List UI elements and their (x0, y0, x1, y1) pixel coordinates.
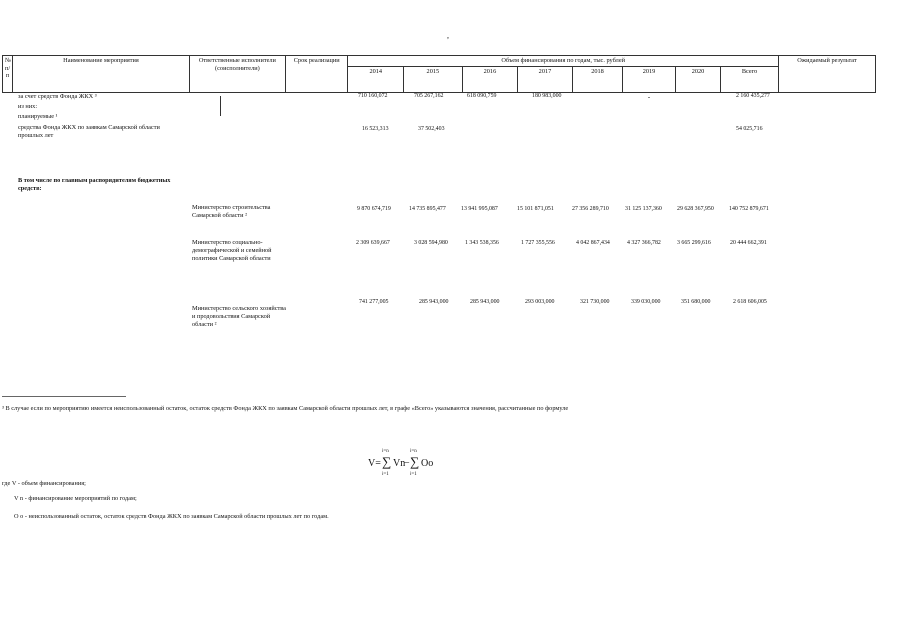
header-result: Ожидаемый результат (778, 56, 875, 93)
formula-minus: − (404, 458, 410, 469)
value-cell: 29 628 367,950 (677, 206, 714, 212)
formula-sum-top: i=n (410, 449, 417, 454)
header-year: 2019 (623, 66, 676, 92)
formula-lhs: V= (368, 458, 381, 469)
value-cell: 31 125 137,360 (625, 206, 662, 212)
value-cell: 321 730,000 (580, 299, 610, 305)
header-num: № п/п (3, 56, 13, 93)
financing-table-header (2, 55, 876, 93)
row-label-fund-applications: средства Фонда ЖКХ по заявкам Самарской области прошлых лет (18, 124, 160, 140)
value-cell: 27 356 289,710 (572, 206, 609, 212)
value-cell: 3 028 594,980 (414, 240, 448, 246)
value-cell: 13 941 995,087 (461, 206, 498, 212)
manager-name: Министерство социально-демографической и семейной политики Самарской области (192, 239, 272, 263)
scan-mark (648, 97, 650, 98)
sum-icon: ∑ (410, 454, 420, 469)
row-label-planned: планируемые ¹ (18, 113, 58, 120)
manager-name: Министерство сельского хозяйства и продовольствия Самарской области ² (192, 305, 286, 329)
column-divider (220, 96, 221, 116)
value-cell-total: 20 444 662,391 (730, 240, 767, 246)
formula-term-o: Oo (421, 458, 434, 469)
value-cell: 710 160,072 (358, 93, 388, 99)
manager-name: Министерство строительства Самарской области ² (192, 204, 271, 220)
legend-v: где V - объем финансирования; (2, 480, 86, 487)
legend-vn: V n - финансирование мероприятий по годам; (14, 495, 137, 502)
value-cell: 15 101 871,051 (517, 206, 554, 212)
sum-icon: ∑ (382, 454, 392, 469)
header-year: 2015 (404, 66, 463, 92)
value-cell-total: 2 160 435,277 (736, 93, 770, 99)
page-mark: , (447, 31, 449, 40)
value-cell: 2 309 639,667 (356, 240, 390, 246)
value-cell: 4 327 366,782 (627, 240, 661, 246)
header-year-total: Всего (721, 66, 779, 92)
value-cell-total: 54 025,716 (736, 126, 763, 132)
value-cell: 1 343 538,356 (465, 240, 499, 246)
value-cell: 16 523,313 (362, 126, 389, 132)
formula-sum-top: i=n (382, 449, 389, 454)
value-cell-total: 140 752 879,671 (729, 206, 769, 212)
value-cell: 351 680,000 (681, 299, 711, 305)
value-cell: 705 267,162 (414, 93, 444, 99)
formula-term-v: Vn (393, 458, 406, 469)
header-year: 2016 (462, 66, 518, 92)
header-volume: Объем финансирования по годам, тыс. рублей (348, 56, 778, 67)
value-cell: 293 003,000 (525, 299, 555, 305)
value-cell: 14 735 895,477 (409, 206, 446, 212)
value-cell: 1 727 355,556 (521, 240, 555, 246)
formula (368, 447, 458, 483)
header-year: 2020 (675, 66, 720, 92)
header-year: 2017 (518, 66, 573, 92)
value-cell: 339 030,000 (631, 299, 661, 305)
value-cell-total: 2 618 606,005 (733, 299, 767, 305)
value-cell: 180 983,000 (532, 93, 562, 99)
row-label-of-them: из них: (18, 103, 38, 110)
row-label-fund: за счет средств Фонда ЖКХ ³ (18, 93, 97, 100)
value-cell: 618 090,759 (467, 93, 497, 99)
value-cell: 741 277,005 (359, 299, 389, 305)
footnote-text: ³ В случае если по мероприятию имеется неиспользованный остаток, остаток средств Фонда ЖКХ по заявкам Самарской области прошлых лет, в графе «Всего» указываются значения, рассчитанные по формуле (2, 405, 569, 412)
formula-sum-bottom: i=1 (382, 472, 389, 477)
header-name: Наименование мероприятия (13, 56, 190, 93)
header-responsible: Ответственные исполнители (соисполнители) (189, 56, 285, 93)
value-cell: 4 042 867,434 (576, 240, 610, 246)
legend-oo: O o - неиспользованный остаток, остаток средств Фонда ЖКХ по заявкам Самарской области прошлых лет по годам. (14, 513, 329, 520)
header-term: Срок реализации (285, 56, 348, 93)
value-cell: 9 870 674,719 (357, 206, 391, 212)
value-cell: 3 665 299,616 (677, 240, 711, 246)
row-label-budget-managers: В том числе по главным распорядителям бюджетных средств: (18, 177, 171, 193)
header-year: 2018 (572, 66, 623, 92)
value-cell: 285 943,000 (419, 299, 449, 305)
footnote-rule (2, 396, 126, 397)
header-year: 2014 (348, 66, 404, 92)
formula-sum-bottom: i=1 (410, 472, 417, 477)
value-cell: 37 502,403 (418, 126, 445, 132)
value-cell: 285 943,000 (470, 299, 500, 305)
